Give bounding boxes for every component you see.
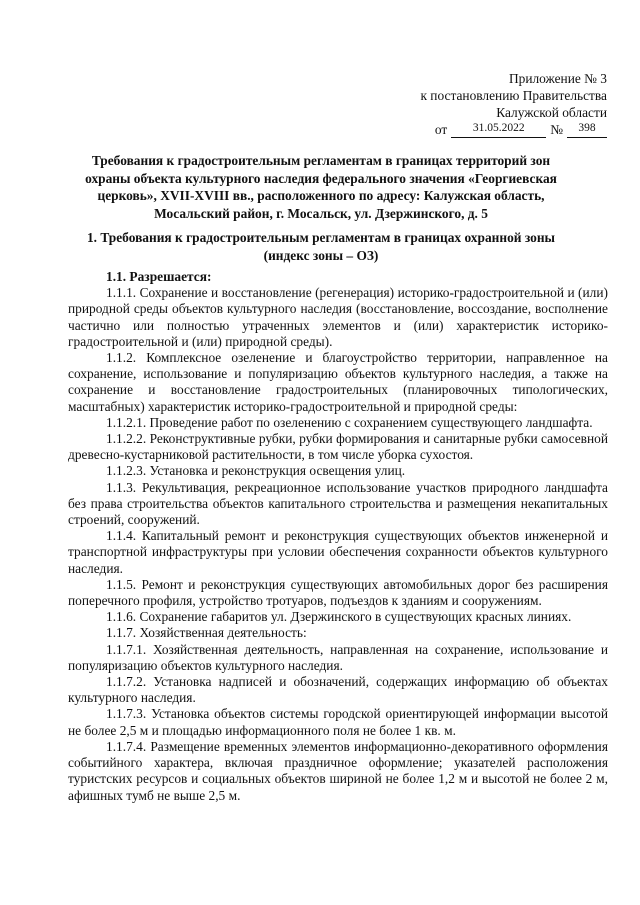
paragraph: 1.1.1. Сохранение и восстановление (регенерация) историко-градостроительной и (или) природной среды объектов культурного наследия (восстановление, воссоздание, восполнение частично или полностью утраченных элементов и (или) характеристик историко-градостроительной и (или) природной среды). [68, 285, 608, 349]
number-label: № [550, 122, 563, 137]
from-label: от [434, 122, 448, 137]
document-title: Требования к градостроительным регламентам в границах территорий зон охраны объекта культурного наследия федерального значения «Георгиевская церковь», XVII-XVIII вв., расположенного по адресу: Калужская область, Мосальский район, г. Мосальск, ул. Дзержинского, д. 5 [85, 153, 557, 221]
paragraph: 1.1.6. Сохранение габаритов ул. Дзержинского в существующих красных линиях. [106, 609, 572, 625]
appendix-date-line [347, 121, 607, 138]
paragraph: 1.1.7.2. Установка надписей и обозначений, содержащих информацию об объектах культурного наследия. [68, 674, 608, 706]
paragraph: 1.1.3. Рекультивация, рекреационное использование участков природного ландшафта без права строительства объектов капитального строительства и размещения некапитальных строений, сооружений. [68, 479, 608, 528]
paragraph: 1.1.2.1. Проведение работ по озеленению с сохранением существующего ландшафта. [106, 414, 593, 430]
subsection-heading: 1.1. Разрешается: [106, 269, 212, 284]
paragraph: 1.1.7.3. Установка объектов системы городской ориентирующей информации высотой не более 2,5 м и площадью информационного поля не более 1 кв. м. [68, 706, 608, 738]
appendix-number: Приложение № 3 [508, 71, 607, 86]
number-field [567, 123, 607, 138]
paragraph: 1.1.7. Хозяйственная деятельность: [106, 625, 307, 641]
appendix-reference: к постановлению Правительства [420, 88, 607, 103]
date-field [451, 123, 546, 138]
paragraph: 1.1.2. Комплексное озеленение и благоустройство территории, направленное на сохранение, использование и популяризацию объектов культурного наследия, а также на сохранение и восстановление градостроительных (планировочных типологических, масштабных) характеристик историко-градостроительной и природной среды: [68, 350, 608, 414]
number-value: 398 [578, 122, 596, 134]
paragraph: 1.1.7.1. Хозяйственная деятельность, направленная на сохранение, использование и популяризацию объектов культурного наследия. [68, 641, 608, 673]
date-value: 31.05.2022 [472, 122, 525, 134]
appendix-region: Калужской области [496, 105, 607, 120]
paragraph: 1.1.4. Капитальный ремонт и реконструкция существующих объектов инженерной и транспортной инфраструктуры при условии обеспечения сохранности объектов культурного наследия. [68, 528, 608, 576]
paragraph: 1.1.5. Ремонт и реконструкция существующих автомобильных дорог без расширения поперечного профиля, устройство тротуаров, подъездов к зданиям и сооружениям. [68, 576, 608, 609]
paragraph: 1.1.2.2. Реконструктивные рубки, рубки формирования и санитарные рубки самосевной древесно-кустарниковой растительности, в том числе уборка сухостоя. [68, 431, 608, 463]
paragraph: 1.1.7.4. Размещение временных элементов информационно-декоративного оформления событийного характера, включая праздничное оформление; указателей расположения туристских ресурсов и социальных объектов шириной не более 1,2 м и высотой не более 2 м, афишных тумб не выше 2,5 м. [68, 738, 608, 803]
paragraph: 1.1.2.3. Установка и реконструкция освещения улиц. [106, 463, 406, 479]
appendix-block [347, 70, 607, 138]
document-body [68, 269, 608, 804]
section-title: 1. Требования к градостроительным регламентам в границах охранной зоны (индекс зоны – ОЗ) [86, 230, 555, 263]
